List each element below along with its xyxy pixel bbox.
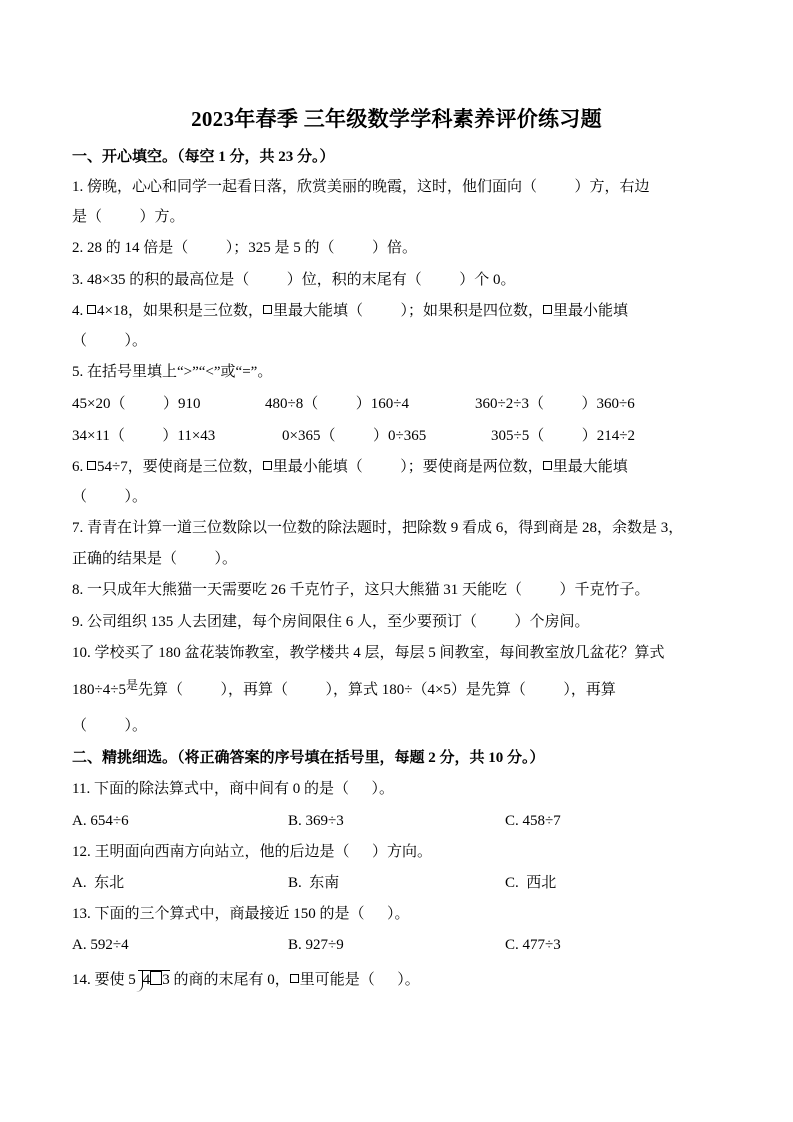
q6-text-b: 里最小能填（ ）；要使商是两位数， bbox=[272, 459, 543, 475]
q14-prefix: 14. 要使 5 bbox=[72, 972, 136, 988]
long-division-symbol bbox=[138, 970, 170, 989]
question-4-line-1 bbox=[72, 301, 628, 321]
q5-row2-item-2: 0×365（ ）0÷365 bbox=[282, 428, 427, 444]
q6-prefix: 6. bbox=[72, 459, 87, 475]
q6-text-c: 里最大能填 bbox=[552, 459, 628, 475]
q11-option-b: B. 369÷3 bbox=[288, 813, 344, 829]
question-4-line-2: （ ）。 bbox=[72, 333, 148, 349]
q10-superscript: 是 bbox=[125, 678, 138, 692]
q5-row1-item-1: 45×20（ ）910 bbox=[72, 396, 201, 412]
question-12: 12. 王明面向西南方向站立，他的后边是（ ）方向。 bbox=[72, 844, 433, 860]
question-9: 9. 公司组织 135 人去团建，每个房间限住 6 人，至少要预订（ ）个房间。 bbox=[72, 614, 590, 630]
question-10-line-2 bbox=[72, 680, 616, 700]
q11-option-a: A. 654÷6 bbox=[72, 813, 129, 829]
question-10-line-1: 10. 学校买了 180 盆花装饰教室，教学楼共 4 层，每层 5 间教室，每间教室放几盆花？算式 bbox=[72, 645, 665, 661]
question-1-line-1: 1. 傍晚，心心和同学一起看日落，欣赏美丽的晚霞，这时，他们面向（ ）方，右边 bbox=[72, 179, 650, 195]
question-11: 11. 下面的除法算式中，商中间有 0 的是（ ）。 bbox=[72, 781, 394, 797]
q12-option-b: B. 东南 bbox=[288, 875, 340, 891]
blank-square-icon bbox=[263, 305, 272, 314]
q11-option-c: C. 458÷7 bbox=[505, 813, 561, 829]
question-2: 2. 28 的 14 倍是（ ）；325 是 5 的（ ）倍。 bbox=[72, 240, 418, 256]
blank-square-icon bbox=[543, 461, 552, 470]
q5-row2-item-3: 305÷5（ ）214÷2 bbox=[491, 428, 635, 444]
blank-square-icon bbox=[87, 461, 96, 470]
q14-text-mid: 的商的末尾有 0， bbox=[169, 972, 290, 988]
question-5: 5. 在括号里填上“>”“<”或“=”。 bbox=[72, 364, 273, 380]
q4-text-c: 里最小能填 bbox=[552, 303, 628, 319]
blank-square-icon bbox=[150, 971, 162, 985]
q13-option-a: A. 592÷4 bbox=[72, 937, 129, 953]
page-title: 2023年春季 三年级数学学科素养评价练习题 bbox=[191, 107, 602, 131]
q5-row1-item-3: 360÷2÷3（ ）360÷6 bbox=[475, 396, 635, 412]
question-6-line-2: （ ）。 bbox=[72, 489, 148, 505]
question-13: 13. 下面的三个算式中，商最接近 150 的是（ ）。 bbox=[72, 906, 410, 922]
q4-text-a: 4×18，如果积是三位数， bbox=[97, 303, 263, 319]
q12-option-c: C. 西北 bbox=[505, 875, 557, 891]
blank-square-icon bbox=[87, 305, 96, 314]
q6-text-a: 54÷7，要使商是三位数， bbox=[97, 459, 263, 475]
blank-square-icon bbox=[543, 305, 552, 314]
question-7-line-1: 7. 青青在计算一道三位数除以一位数的除法题时，把除数 9 看成 6，得到商是 28，余数是 3， bbox=[72, 520, 684, 536]
q4-text-b: 里最大能填（ ）；如果积是四位数， bbox=[272, 303, 543, 319]
q5-row2-item-1: 34×11（ ）11×43 bbox=[72, 428, 216, 444]
q5-row1-item-2: 480÷8（ ）160÷4 bbox=[265, 396, 409, 412]
question-3: 3. 48×35 的积的最高位是（ ）位，积的末尾有（ ）个 0。 bbox=[72, 272, 516, 288]
question-10-line-3: （ ）。 bbox=[72, 718, 148, 734]
dividend-digit-3: 3 bbox=[162, 972, 170, 988]
blank-square-icon bbox=[263, 461, 272, 470]
q10-text: 先算（ ），再算（ ），算式 180÷（4×5）是先算（ ），再算 bbox=[137, 682, 616, 698]
section-1-heading: 一、开心填空。（每空 1 分，共 23 分。） bbox=[72, 149, 335, 165]
question-7-line-2: 正确的结果是（ ）。 bbox=[72, 551, 238, 567]
q4-prefix: 4. bbox=[72, 303, 87, 319]
question-6-line-1 bbox=[72, 457, 628, 477]
q10-expression: 180÷4÷5 bbox=[72, 682, 126, 698]
question-14 bbox=[72, 970, 420, 990]
q13-option-b: B. 927÷9 bbox=[288, 937, 344, 953]
q12-option-a: A. 东北 bbox=[72, 875, 125, 891]
blank-square-icon bbox=[290, 974, 299, 983]
q14-text-end: 里可能是（ ）。 bbox=[299, 972, 420, 988]
q13-option-c: C. 477÷3 bbox=[505, 937, 561, 953]
question-1-line-2: 是（ ）方。 bbox=[72, 209, 185, 225]
question-8: 8. 一只成年大熊猫一天需要吃 26 千克竹子，这只大熊猫 31 天能吃（ ）千克竹子。 bbox=[72, 582, 650, 598]
dividend-digit-1: 4 bbox=[142, 972, 151, 988]
section-2-heading: 二、精挑细选。（将正确答案的序号填在括号里，每题 2 分，共 10 分。） bbox=[72, 750, 545, 766]
